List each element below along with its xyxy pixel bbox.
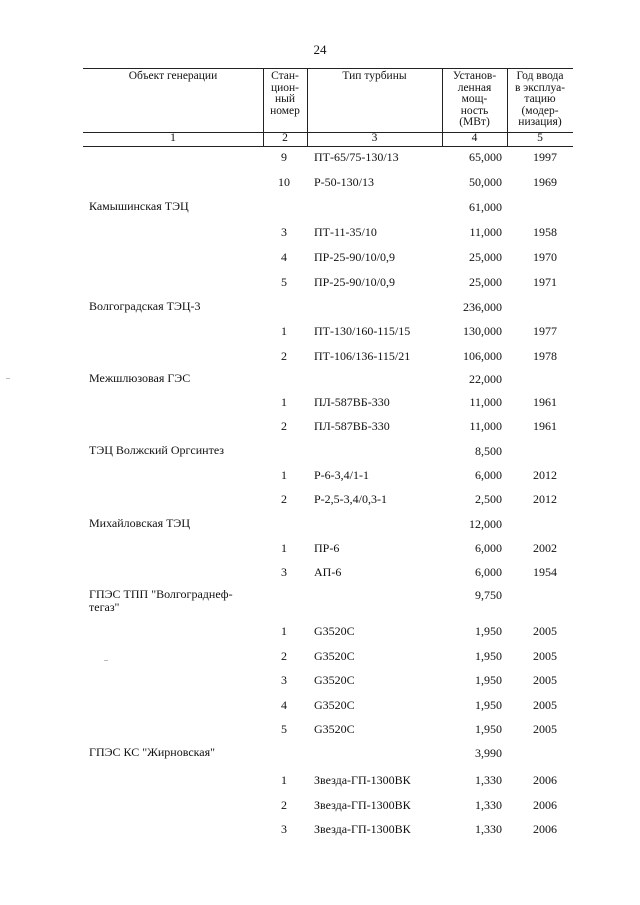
installed-capacity: 2,500 [475, 492, 502, 506]
commission-year: 1961 [533, 419, 557, 433]
commission-year: 2005 [533, 673, 557, 687]
station-number: 3 [281, 673, 287, 687]
installed-capacity: 50,000 [469, 175, 502, 189]
table-row-unit [0, 798, 640, 818]
table-row-object [0, 200, 640, 220]
header-num-4: 4 [471, 132, 478, 144]
installed-capacity: 65,000 [469, 150, 502, 164]
installed-capacity: 1,950 [475, 722, 502, 736]
commission-year: 2006 [533, 798, 557, 812]
header-turbine-type: Тип турбины [342, 70, 407, 82]
installed-capacity: 130,000 [463, 324, 502, 338]
station-number: 2 [281, 649, 287, 663]
turbine-type: Р-2,5-3,4/0,3-1 [314, 492, 387, 506]
station-number: 5 [281, 275, 287, 289]
station-number: 2 [281, 349, 287, 363]
commission-year: 1997 [533, 150, 557, 164]
commission-year: 1971 [533, 275, 557, 289]
commission-year: 1977 [533, 324, 557, 338]
installed-capacity: 6,000 [475, 565, 502, 579]
station-number: 1 [281, 541, 287, 555]
installed-capacity: 11,000 [469, 225, 502, 239]
header-num-5: 5 [537, 132, 543, 144]
table-row-unit [0, 419, 640, 439]
header-station-number: Стан- цион- ный номер [270, 70, 300, 117]
table-row-unit [0, 468, 640, 488]
commission-year: 1961 [533, 395, 557, 409]
installed-capacity: 1,950 [475, 673, 502, 687]
header-num-1: 1 [170, 132, 176, 144]
header-num-2: 2 [282, 132, 288, 144]
installed-capacity: 61,000 [469, 200, 502, 214]
commission-year: 1970 [533, 250, 557, 264]
page-number: 24 [313, 42, 327, 57]
station-number: 2 [281, 798, 287, 812]
table-row-object [0, 444, 640, 464]
object-name: Камышинская ТЭЦ [89, 199, 189, 213]
installed-capacity: 9,750 [475, 588, 502, 602]
object-name: ТЭЦ Волжский Оргсинтез [89, 443, 225, 457]
station-number: 9 [281, 150, 287, 164]
installed-capacity: 6,000 [475, 541, 502, 555]
station-number: 4 [281, 250, 287, 264]
header-capacity: Установ- ленная мощ- ность (МВт) [452, 70, 497, 128]
station-number: 5 [281, 722, 287, 736]
turbine-type: ПТ-65/75-130/13 [314, 150, 399, 164]
turbine-type: ПТ-106/136-115/21 [314, 349, 411, 363]
turbine-type: АП-6 [314, 565, 342, 579]
commission-year: 2006 [533, 773, 557, 787]
header-num-3: 3 [371, 132, 378, 144]
table-row-unit [0, 822, 640, 842]
installed-capacity: 11,000 [469, 419, 502, 433]
turbine-type: Звезда-ГП-1300ВК [314, 798, 411, 812]
turbine-type: ПР-25-90/10/0,9 [314, 250, 395, 264]
table-row-unit [0, 722, 640, 742]
scan-mark [104, 660, 108, 661]
commission-year: 2005 [533, 722, 557, 736]
installed-capacity: 1,950 [475, 624, 502, 638]
turbine-type: G3520C [314, 698, 355, 712]
table-row-unit [0, 698, 640, 718]
turbine-type: Звезда-ГП-1300ВК [314, 773, 411, 787]
installed-capacity: 236,000 [463, 300, 502, 314]
table-row-object [0, 517, 640, 537]
table-row-unit [0, 492, 640, 512]
scan-mark [6, 378, 10, 379]
installed-capacity: 11,000 [469, 395, 502, 409]
turbine-type: ПЛ-587ВБ-330 [314, 395, 390, 409]
station-number: 1 [281, 468, 287, 482]
object-name: ГПЭС ТПП "Волгограднеф- тегаз" [89, 587, 233, 614]
station-number: 3 [281, 822, 287, 836]
table-row-unit [0, 541, 640, 561]
commission-year: 1954 [533, 565, 557, 579]
table-row-unit [0, 175, 640, 195]
commission-year: 2012 [533, 468, 557, 482]
object-name: ГПЭС КС "Жирновская" [89, 745, 216, 759]
installed-capacity: 25,000 [469, 275, 502, 289]
commission-year: 2002 [533, 541, 557, 555]
table-row-object [0, 746, 640, 766]
commission-year: 1978 [533, 349, 557, 363]
installed-capacity: 25,000 [469, 250, 502, 264]
header-year: Год ввода в эксплуа- тацию (модер- низация) [514, 70, 566, 128]
installed-capacity: 1,330 [475, 822, 502, 836]
object-name: Волгоградская ТЭЦ-3 [89, 299, 201, 313]
station-number: 1 [281, 773, 287, 787]
commission-year: 2012 [533, 492, 557, 506]
table-row-unit [0, 624, 640, 644]
table-row-object [0, 372, 640, 392]
table-row-unit [0, 225, 640, 245]
turbine-type: G3520C [314, 722, 355, 736]
table-row-unit [0, 773, 640, 793]
turbine-type: ПЛ-587ВБ-330 [314, 419, 390, 433]
table-row-unit [0, 250, 640, 270]
table-row-object [0, 587, 640, 614]
table-row-unit [0, 395, 640, 415]
commission-year: 2005 [533, 649, 557, 663]
table-row-unit [0, 324, 640, 344]
station-number: 4 [281, 698, 287, 712]
commission-year: 2006 [533, 822, 557, 836]
turbine-type: Звезда-ГП-1300ВК [314, 822, 411, 836]
commission-year: 1958 [533, 225, 557, 239]
installed-capacity: 8,500 [475, 444, 502, 458]
table-row-unit [0, 150, 640, 170]
commission-year: 2005 [533, 698, 557, 712]
turbine-type: Р-50-130/13 [314, 175, 374, 189]
installed-capacity: 1,330 [475, 773, 502, 787]
installed-capacity: 12,000 [469, 517, 502, 531]
table-row-object [0, 300, 640, 320]
installed-capacity: 3,990 [475, 746, 502, 760]
turbine-type: ПТ-11-35/10 [314, 225, 377, 239]
station-number: 3 [281, 565, 287, 579]
turbine-type: ПР-25-90/10/0,9 [314, 275, 395, 289]
station-number: 3 [281, 225, 287, 239]
installed-capacity: 1,950 [475, 649, 502, 663]
turbine-type: ПР-6 [314, 541, 340, 555]
station-number: 2 [281, 419, 287, 433]
header-object: Объект генерации [128, 70, 218, 82]
commission-year: 2005 [533, 624, 557, 638]
turbine-type: Р-6-3,4/1-1 [314, 468, 369, 482]
installed-capacity: 6,000 [475, 468, 502, 482]
station-number: 1 [281, 324, 287, 338]
commission-year: 1969 [533, 175, 557, 189]
installed-capacity: 106,000 [463, 349, 502, 363]
table-row-unit [0, 673, 640, 693]
turbine-type: G3520C [314, 673, 355, 687]
table-row-unit [0, 649, 640, 669]
station-number: 10 [278, 175, 290, 189]
installed-capacity: 1,330 [475, 798, 502, 812]
object-name: Михайловская ТЭЦ [89, 516, 191, 530]
table-row-unit [0, 349, 640, 369]
turbine-type: G3520C [314, 624, 355, 638]
table-row-unit [0, 565, 640, 585]
table-row-unit [0, 275, 640, 295]
station-number: 1 [281, 624, 287, 638]
station-number: 1 [281, 395, 287, 409]
installed-capacity: 1,950 [475, 698, 502, 712]
turbine-type: G3520C [314, 649, 355, 663]
object-name: Межшлюзовая ГЭС [89, 371, 191, 385]
installed-capacity: 22,000 [469, 372, 502, 386]
turbine-type: ПТ-130/160-115/15 [314, 324, 411, 338]
station-number: 2 [281, 492, 287, 506]
